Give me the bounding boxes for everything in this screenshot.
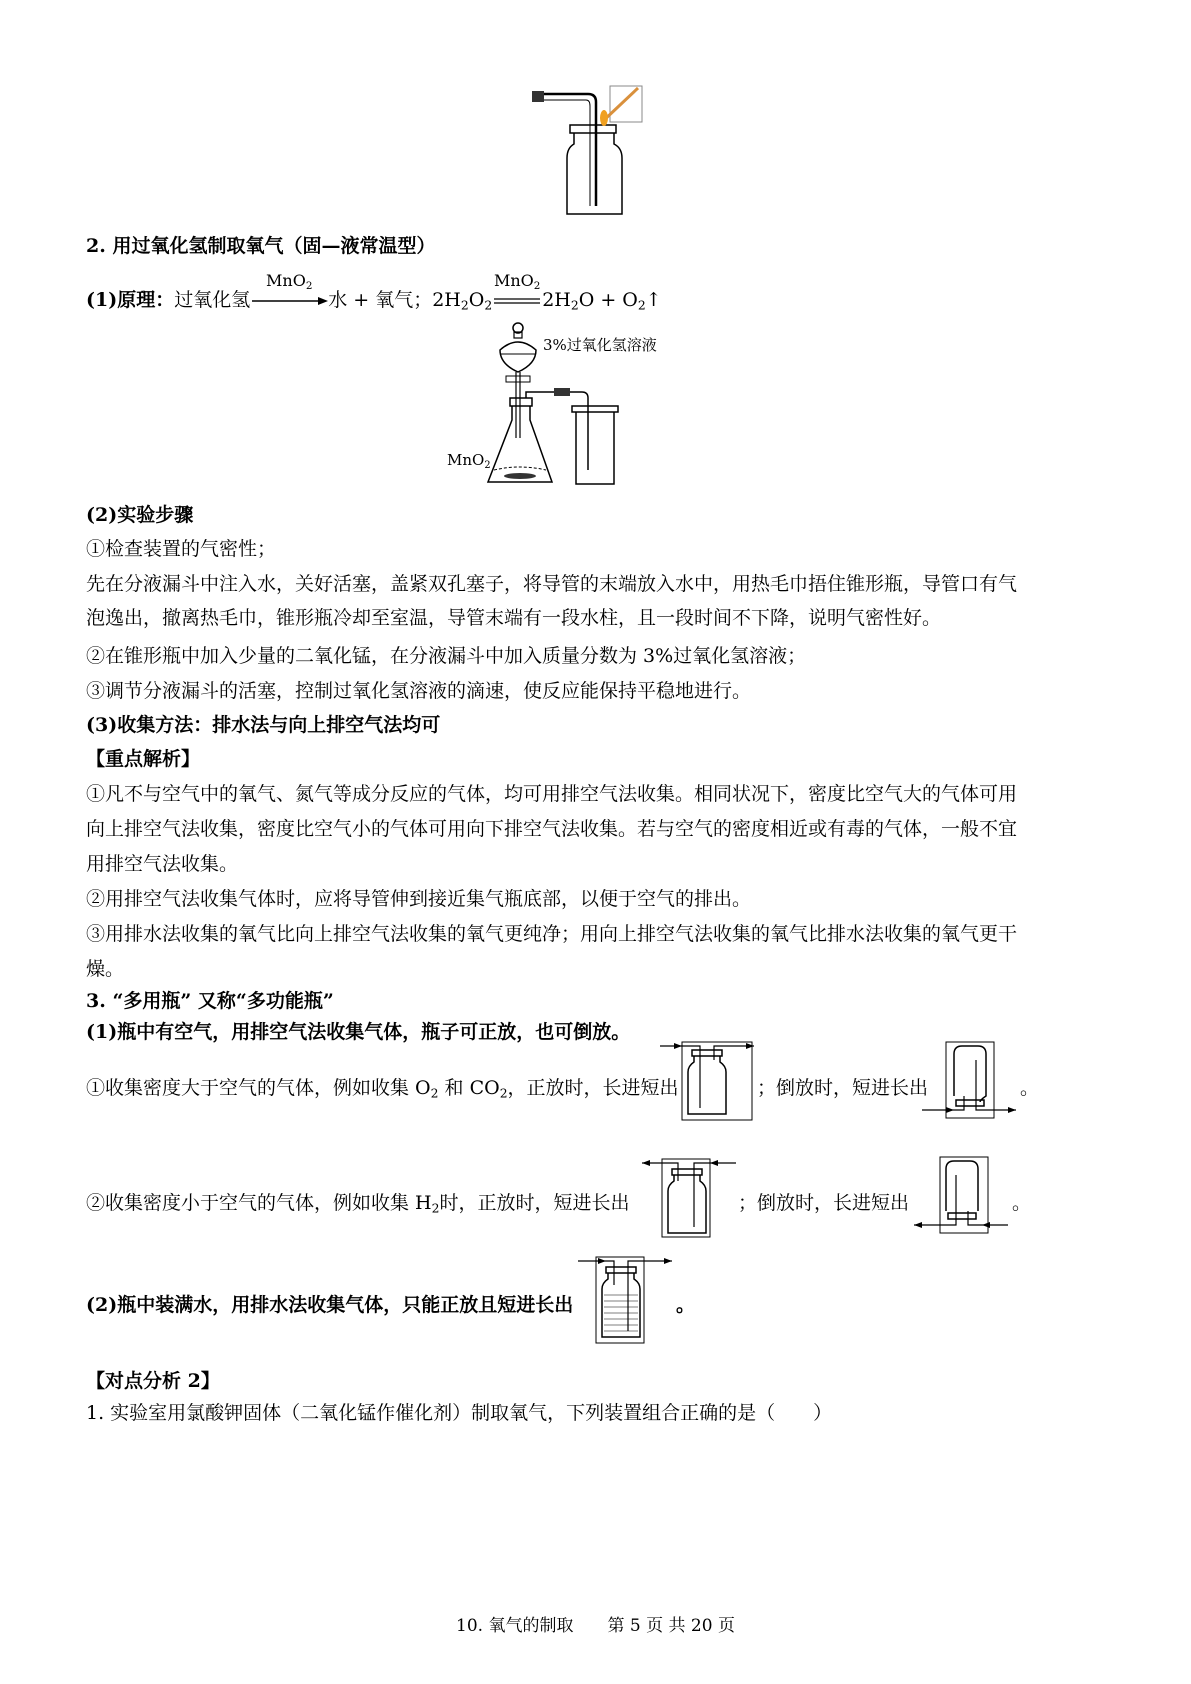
reaction-arrow-icon: [250, 295, 328, 307]
step1: ①检查装置的气密性；: [86, 538, 277, 560]
diagram-label-solution: 3%过氧化氢溶液: [543, 336, 657, 354]
steps-heading: (2)实验步骤: [86, 504, 194, 526]
catalyst-equals: [492, 271, 542, 311]
gas-up-arrow: ↑: [645, 289, 662, 311]
eq-left-sub: 2: [460, 298, 469, 313]
key-point-3b: 燥。: [86, 958, 125, 980]
key-point-1a: ①凡不与空气中的氧气、氮气等成分反应的气体，均可用排空气法收集。相同状况下，密度比空气大的气体可用: [86, 783, 1018, 805]
row2-text: [86, 1188, 630, 1216]
exercise-heading: 【对点分析 2】: [86, 1370, 220, 1392]
diagram-mno2-text: MnO: [447, 451, 485, 469]
section3-sub2-end: 。: [676, 1294, 696, 1316]
step2: ②在锥形瓶中加入少量的二氧化锰，在分液漏斗中加入质量分数为 3%过氧化氢溶液；: [86, 645, 807, 667]
gas-jar-match-diagram: [530, 82, 650, 222]
collect-method: (3)收集方法：排水法与向上排空气法均可: [86, 714, 441, 736]
row1-sub1: 2: [430, 1086, 439, 1101]
row1-b: 和 CO: [438, 1077, 500, 1099]
bottle-inverted-long-in-icon: [912, 1155, 1012, 1235]
row2-c: ；倒放时，长进短出: [738, 1192, 910, 1214]
eq-right2: O + O: [578, 289, 638, 311]
bottle-water-filled-icon: [576, 1255, 676, 1345]
eq-left: 2H: [432, 289, 461, 311]
catalyst-sub: 2: [305, 280, 313, 293]
step1-detail-a: 先在分液漏斗中注入水，关好活塞，盖紧双孔塞子，将导管的末端放入水中，用热毛巾捂住锥形瓶，导管口有气: [86, 573, 1018, 595]
bottle-inverted-short-in-icon: [920, 1040, 1020, 1120]
bottle-upright-long-in-icon: [658, 1040, 758, 1122]
section3-heading: 3. “多用瓶” 又称“多功能瓶”: [86, 990, 334, 1012]
section3-sub2: (2)瓶中装满水，用排水法收集气体，只能正放且短进长出: [86, 1294, 574, 1316]
step1-detail-b: 泡逸出，撤离热毛巾，锥形瓶冷却至室温，导管末端有一段水柱，且一段时间不下降，说明气密性好。: [86, 607, 942, 629]
key-point-3a: ③用排水法收集的氧气比向上排空气法收集的氧气更纯净；用向上排空气法收集的氧气比排水法收集的氧气更干: [86, 923, 1018, 945]
row2-a: ②收集密度小于空气的气体，例如收集 H: [86, 1192, 432, 1214]
catalyst-label: MnO: [266, 271, 306, 290]
catalyst-sub-2: 2: [533, 280, 541, 293]
principle-word: 过氧化氢: [174, 289, 251, 311]
row2-b: 时，正放时，短进长出: [439, 1192, 630, 1214]
row1-sub2: 2: [499, 1086, 508, 1101]
eq-left2-sub: 2: [484, 298, 493, 313]
exercise-q1: 1. 实验室用氯酸钾固体（二氧化锰作催化剂）制取氧气，下列装置组合正确的是（ ）: [86, 1402, 833, 1424]
key-points-heading: 【重点解析】: [86, 748, 201, 770]
double-line-icon: [492, 295, 542, 307]
key-point-2: ②用排空气法收集气体时，应将导管伸到接近集气瓶底部，以便于空气的排出。: [86, 888, 752, 910]
catalyst-arrow: [250, 271, 328, 311]
eq-right-sub: 2: [570, 298, 579, 313]
row2-d: 。: [1012, 1192, 1032, 1214]
eq-left2: O: [468, 289, 485, 311]
principle-line: [86, 271, 662, 313]
key-point-1c: 用排空气法收集。: [86, 853, 239, 875]
principle-label: (1)原理：: [86, 289, 175, 311]
section2-heading: 2. 用过氧化氢制取氧气（固—液常温型）: [86, 235, 436, 257]
row1-d: ；倒放时，短进长出: [757, 1077, 929, 1099]
eq-right2-sub: 2: [637, 298, 646, 313]
section3-sub1: (1)瓶中有空气，用排空气法收集气体，瓶子可正放，也可倒放。: [86, 1021, 631, 1043]
step3: ③调节分液漏斗的活塞，控制过氧化氢溶液的滴速，使反应能保持平稳地进行。: [86, 680, 752, 702]
page-footer: 10. 氧气的制取 第 5 页 共 20 页: [456, 1616, 735, 1636]
row2-sub: 2: [431, 1201, 440, 1216]
row1-c: ，正放时，长进短出: [507, 1077, 679, 1099]
eq-right: 2H: [542, 289, 571, 311]
diagram-label-mno2: [447, 451, 491, 471]
catalyst-label-2: MnO: [493, 271, 534, 290]
row1-e: 。: [1020, 1077, 1040, 1099]
row1-a: ①收集密度大于空气的气体，例如收集 O: [86, 1077, 431, 1099]
word-products: 水 + 氧气；: [328, 289, 433, 311]
bottle-upright-short-in-icon: [640, 1157, 740, 1239]
diagram-mno2-sub: 2: [484, 459, 491, 471]
key-point-1b: 向上排空气法收集，密度比空气小的气体可用向下排空气法收集。若与空气的密度相近或有毒的气体，一般不宜: [86, 818, 1018, 840]
row1-text-a: [86, 1073, 679, 1101]
